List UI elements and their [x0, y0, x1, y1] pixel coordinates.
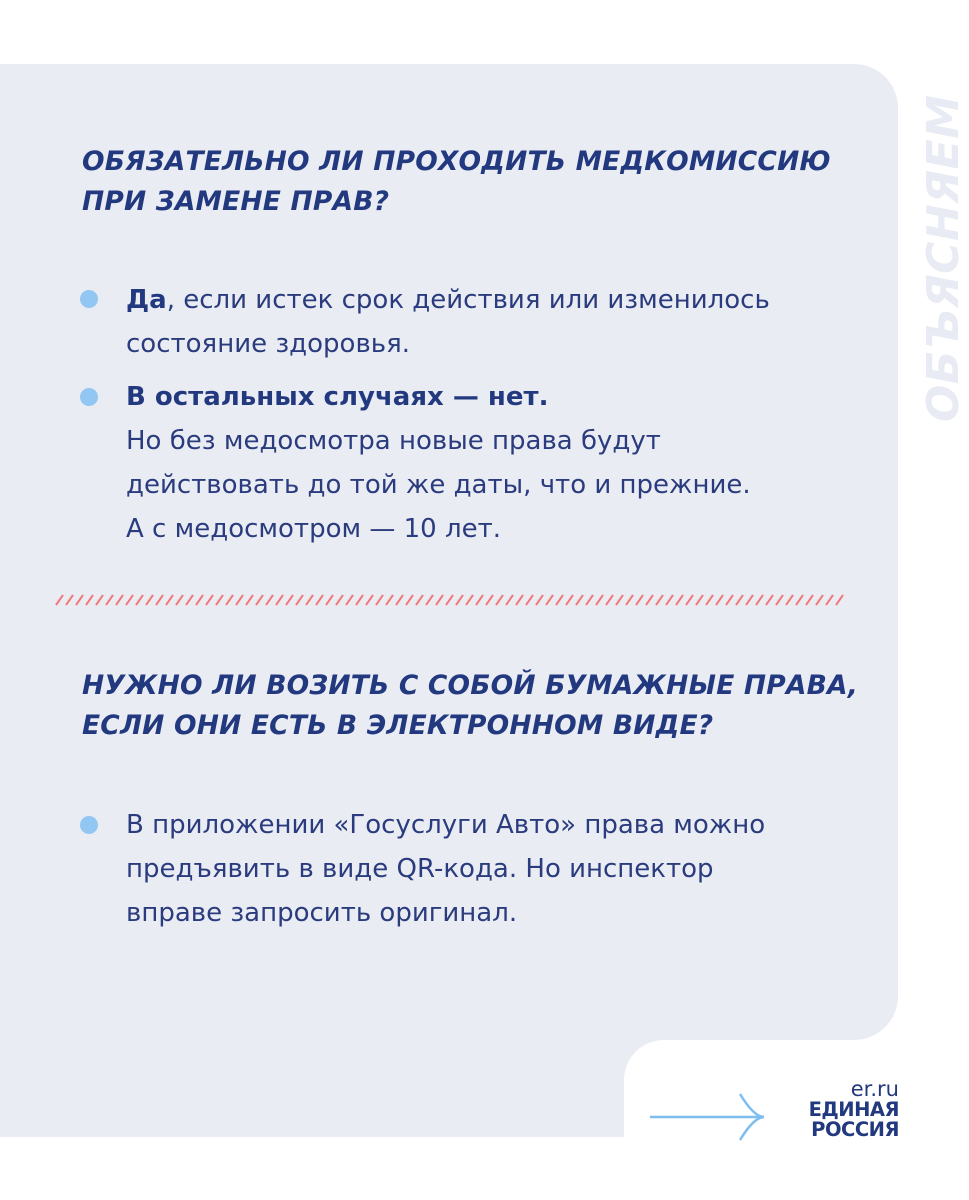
divider-dash	[346, 595, 353, 605]
card-corner	[854, 996, 898, 1040]
divider-dash	[776, 595, 783, 605]
divider-dash	[86, 595, 93, 605]
divider-dash	[506, 595, 513, 605]
divider-dash	[496, 595, 503, 605]
divider-dash	[196, 595, 203, 605]
divider-dash	[366, 595, 373, 605]
divider-dash	[536, 595, 543, 605]
divider-dash	[656, 595, 663, 605]
divider-dash	[706, 595, 713, 605]
divider-dash	[516, 595, 523, 605]
divider-dash	[176, 595, 183, 605]
divider-dash	[376, 595, 383, 605]
divider-dash	[186, 595, 193, 605]
divider-dash	[296, 595, 303, 605]
answer-bold: Да	[126, 285, 167, 315]
answer-text: действовать до той же даты, что и прежние.	[126, 470, 751, 500]
bullet-dot	[80, 290, 98, 308]
divider-dash	[436, 595, 443, 605]
divider-dash	[526, 595, 533, 605]
answer-text: А с медосмотром — 10 лет.	[126, 514, 501, 544]
divider-dash	[466, 595, 473, 605]
divider-dash	[386, 595, 393, 605]
brand-name-line: РОССИЯ	[811, 1118, 899, 1141]
divider-dash	[796, 595, 803, 605]
divider-dash	[396, 595, 403, 605]
divider-dash	[636, 595, 643, 605]
divider-dash	[246, 595, 253, 605]
dashed-divider	[56, 594, 842, 606]
divider-dash	[666, 595, 673, 605]
question-1-answer-yes	[126, 278, 770, 366]
divider-dash	[56, 595, 63, 605]
divider-dash	[216, 595, 223, 605]
divider-dash	[766, 595, 773, 605]
divider-dash	[596, 595, 603, 605]
divider-dash	[556, 595, 563, 605]
divider-dash	[356, 595, 363, 605]
divider-dash	[316, 595, 323, 605]
divider-dash	[116, 595, 123, 605]
divider-dash	[406, 595, 413, 605]
divider-dash	[96, 595, 103, 605]
bullet-dot	[80, 816, 98, 834]
divider-dash	[746, 595, 753, 605]
divider-dash	[566, 595, 573, 605]
question-2-title-line: НУЖНО ЛИ ВОЗИТЬ С СОБОЙ БУМАЖНЫЕ ПРАВА,	[82, 670, 859, 701]
divider-dash	[416, 595, 423, 605]
divider-dash	[336, 595, 343, 605]
divider-dash	[136, 595, 143, 605]
divider-dash	[146, 595, 153, 605]
divider-dash	[456, 595, 463, 605]
divider-dash	[826, 595, 833, 605]
divider-dash	[126, 595, 133, 605]
divider-dash	[426, 595, 433, 605]
divider-dash	[226, 595, 233, 605]
divider-dash	[206, 595, 213, 605]
divider-dash	[156, 595, 163, 605]
divider-dash	[836, 595, 843, 605]
site-url: er.ru	[850, 1077, 899, 1101]
divider-dash	[736, 595, 743, 605]
divider-dash	[606, 595, 613, 605]
divider-dash	[646, 595, 653, 605]
divider-dash	[546, 595, 553, 605]
divider-dash	[626, 595, 633, 605]
divider-dash	[686, 595, 693, 605]
divider-dash	[236, 595, 243, 605]
question-2-title-line: ЕСЛИ ОНИ ЕСТЬ В ЭЛЕКТРОННОМ ВИДЕ?	[82, 710, 714, 741]
divider-dash	[806, 595, 813, 605]
divider-dash	[716, 595, 723, 605]
question-2-answer	[126, 803, 765, 935]
question-1-title	[82, 142, 831, 222]
divider-dash	[576, 595, 583, 605]
brand-name-line: ЕДИНАЯ	[808, 1098, 899, 1121]
answer-text: состояние здоровья.	[126, 329, 411, 359]
divider-dash	[166, 595, 173, 605]
divider-dash	[616, 595, 623, 605]
divider-dash	[476, 595, 483, 605]
answer-bold: В остальных случаях — нет.	[126, 382, 549, 412]
divider-dash	[756, 595, 763, 605]
divider-dash	[816, 595, 823, 605]
question-1-title-line: ОБЯЗАТЕЛЬНО ЛИ ПРОХОДИТЬ МЕДКОМИССИЮ	[82, 146, 831, 177]
bullet-dot	[80, 388, 98, 406]
answer-text: , если истек срок действия или изменилось	[166, 285, 770, 315]
divider-dash	[786, 595, 793, 605]
question-2-title	[82, 666, 858, 746]
divider-dash	[586, 595, 593, 605]
divider-dash	[486, 595, 493, 605]
answer-text: Но без медосмотра новые права будут	[126, 426, 661, 456]
arrow-right-icon	[650, 1092, 770, 1142]
question-1-answer-no	[126, 375, 751, 551]
brand-logo	[809, 1078, 899, 1140]
side-label: ОБЪЯСНЯЕМ	[918, 94, 969, 422]
divider-dash	[276, 595, 283, 605]
divider-dash	[66, 595, 73, 605]
divider-dash	[326, 595, 333, 605]
divider-dash	[256, 595, 263, 605]
divider-dash	[446, 595, 453, 605]
question-1-title-line: ПРИ ЗАМЕНЕ ПРАВ?	[82, 186, 390, 217]
divider-dash	[696, 595, 703, 605]
divider-dash	[76, 595, 83, 605]
divider-dash	[676, 595, 683, 605]
divider-dash	[306, 595, 313, 605]
answer-text: предъявить в виде QR-кода. Но инспектор	[126, 854, 714, 884]
divider-dash	[106, 595, 113, 605]
divider-dash	[726, 595, 733, 605]
divider-dash	[266, 595, 273, 605]
answer-text: В приложении «Госуслуги Авто» права можно	[126, 810, 766, 840]
answer-text: вправе запросить оригинал.	[126, 898, 518, 928]
divider-dash	[286, 595, 293, 605]
